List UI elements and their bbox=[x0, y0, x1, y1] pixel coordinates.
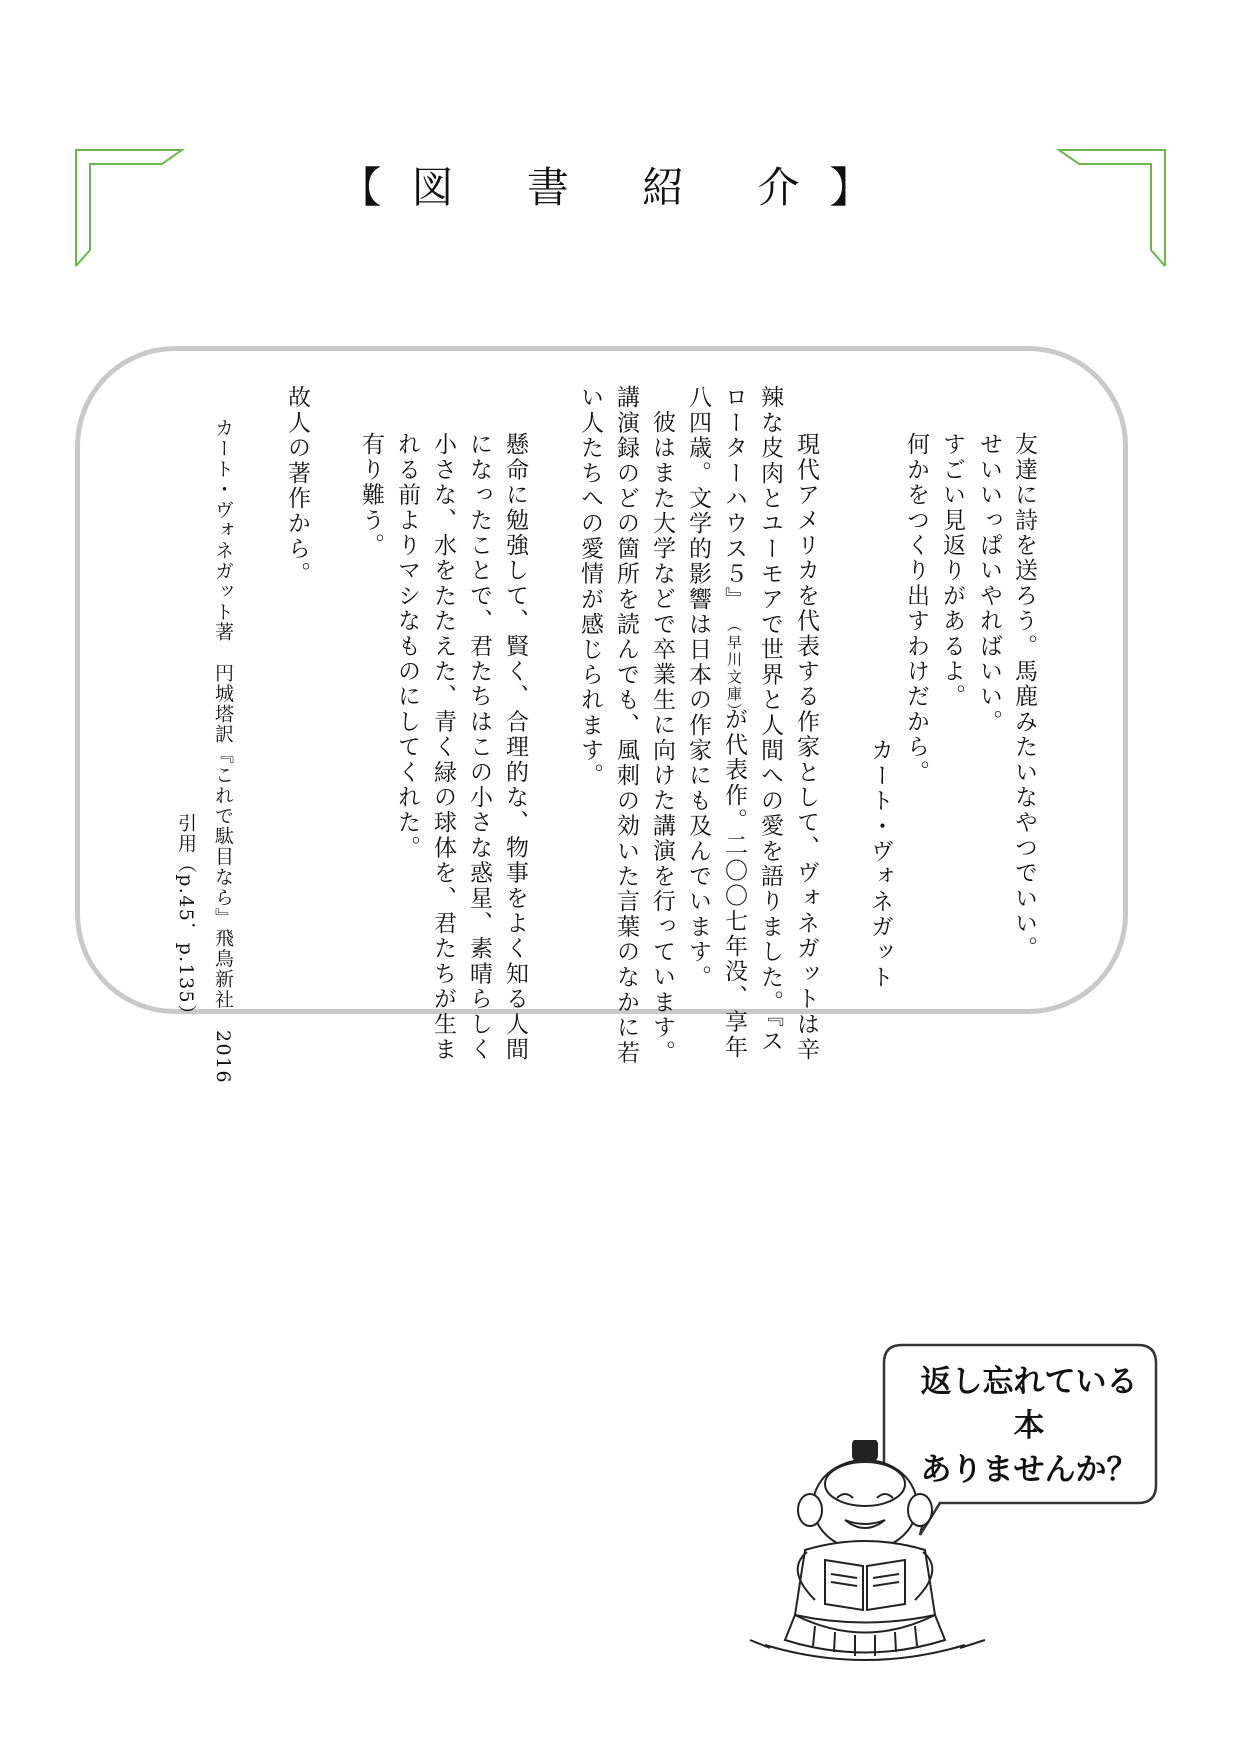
intro-line-2: 辣な皮肉とユーモアで世界と人間への愛を語りました。『ス bbox=[757, 385, 783, 1054]
excerpt-line-4: れる前よりマシなものにしてくれた。 bbox=[394, 432, 420, 861]
quote-author: カート・ヴォネガット bbox=[867, 738, 893, 990]
intro-line-4: 八四歳。文学的影響は日本の作家にも及んでいます。 bbox=[685, 385, 711, 990]
reading-mascot-icon bbox=[745, 1440, 1015, 1670]
bubble-line-2: 本 bbox=[1013, 1408, 1045, 1444]
excerpt-line-2: になったことで、君たちはこの小さな惑星、素晴らしく bbox=[466, 432, 492, 1062]
excerpt-line-5: 有り難う。 bbox=[358, 432, 384, 558]
intro-line-3 bbox=[721, 385, 752, 1060]
intro-line-5: 彼はまた大学などで卒業生に向けた講演を行っています。 bbox=[649, 410, 675, 1066]
intro-publisher-note: （早川文庫） bbox=[725, 617, 743, 721]
excerpt-line-3: 小さな、水をたたえた、青く緑の球体を、君たちが生ま bbox=[430, 432, 456, 1062]
citation-line-1: カート・ヴォネガット著 円城塔訳『これで駄目なら』飛鳥新社 2016 bbox=[212, 418, 234, 1084]
quote-line-2: せいいっぱいやればいい。 bbox=[976, 432, 1002, 735]
intro-line-1: 現代アメリカを代表する作家として、ヴォネガットは辛 bbox=[793, 432, 819, 1062]
quote-line-1: 友達に詩を送ろう。馬鹿みたいなやつでいい。 bbox=[1011, 432, 1037, 962]
bubble-line-3: ありませんか？ bbox=[920, 1452, 1138, 1488]
intro-line-7: い人たちへの愛情が感じられます。 bbox=[577, 385, 603, 789]
intro-line-3-part-2: が代表作。二〇〇七年没、享年 bbox=[721, 707, 747, 1060]
intro-line-6: 講演録のどの箇所を読んでも、風刺の効いた言葉のなかに若 bbox=[613, 385, 639, 1066]
page-title: 【図 書 紹 介】 bbox=[339, 163, 902, 212]
bubble-line-1: 返し忘れている bbox=[920, 1364, 1138, 1400]
excerpt-closing: 故人の著作から。 bbox=[284, 385, 310, 587]
excerpt-line-1: 懸命に勉強して、賢く、合理的な、物事をよく知る人間 bbox=[502, 432, 528, 1062]
citation-line-2: 引用（p.45．p.135） bbox=[175, 813, 197, 1025]
quote-line-3: すごい見返りがあるよ。 bbox=[939, 432, 965, 710]
quote-line-4: 何かをつくり出すわけだから。 bbox=[903, 432, 929, 785]
intro-line-3-part-1: ローターハウス５』 bbox=[721, 385, 747, 612]
